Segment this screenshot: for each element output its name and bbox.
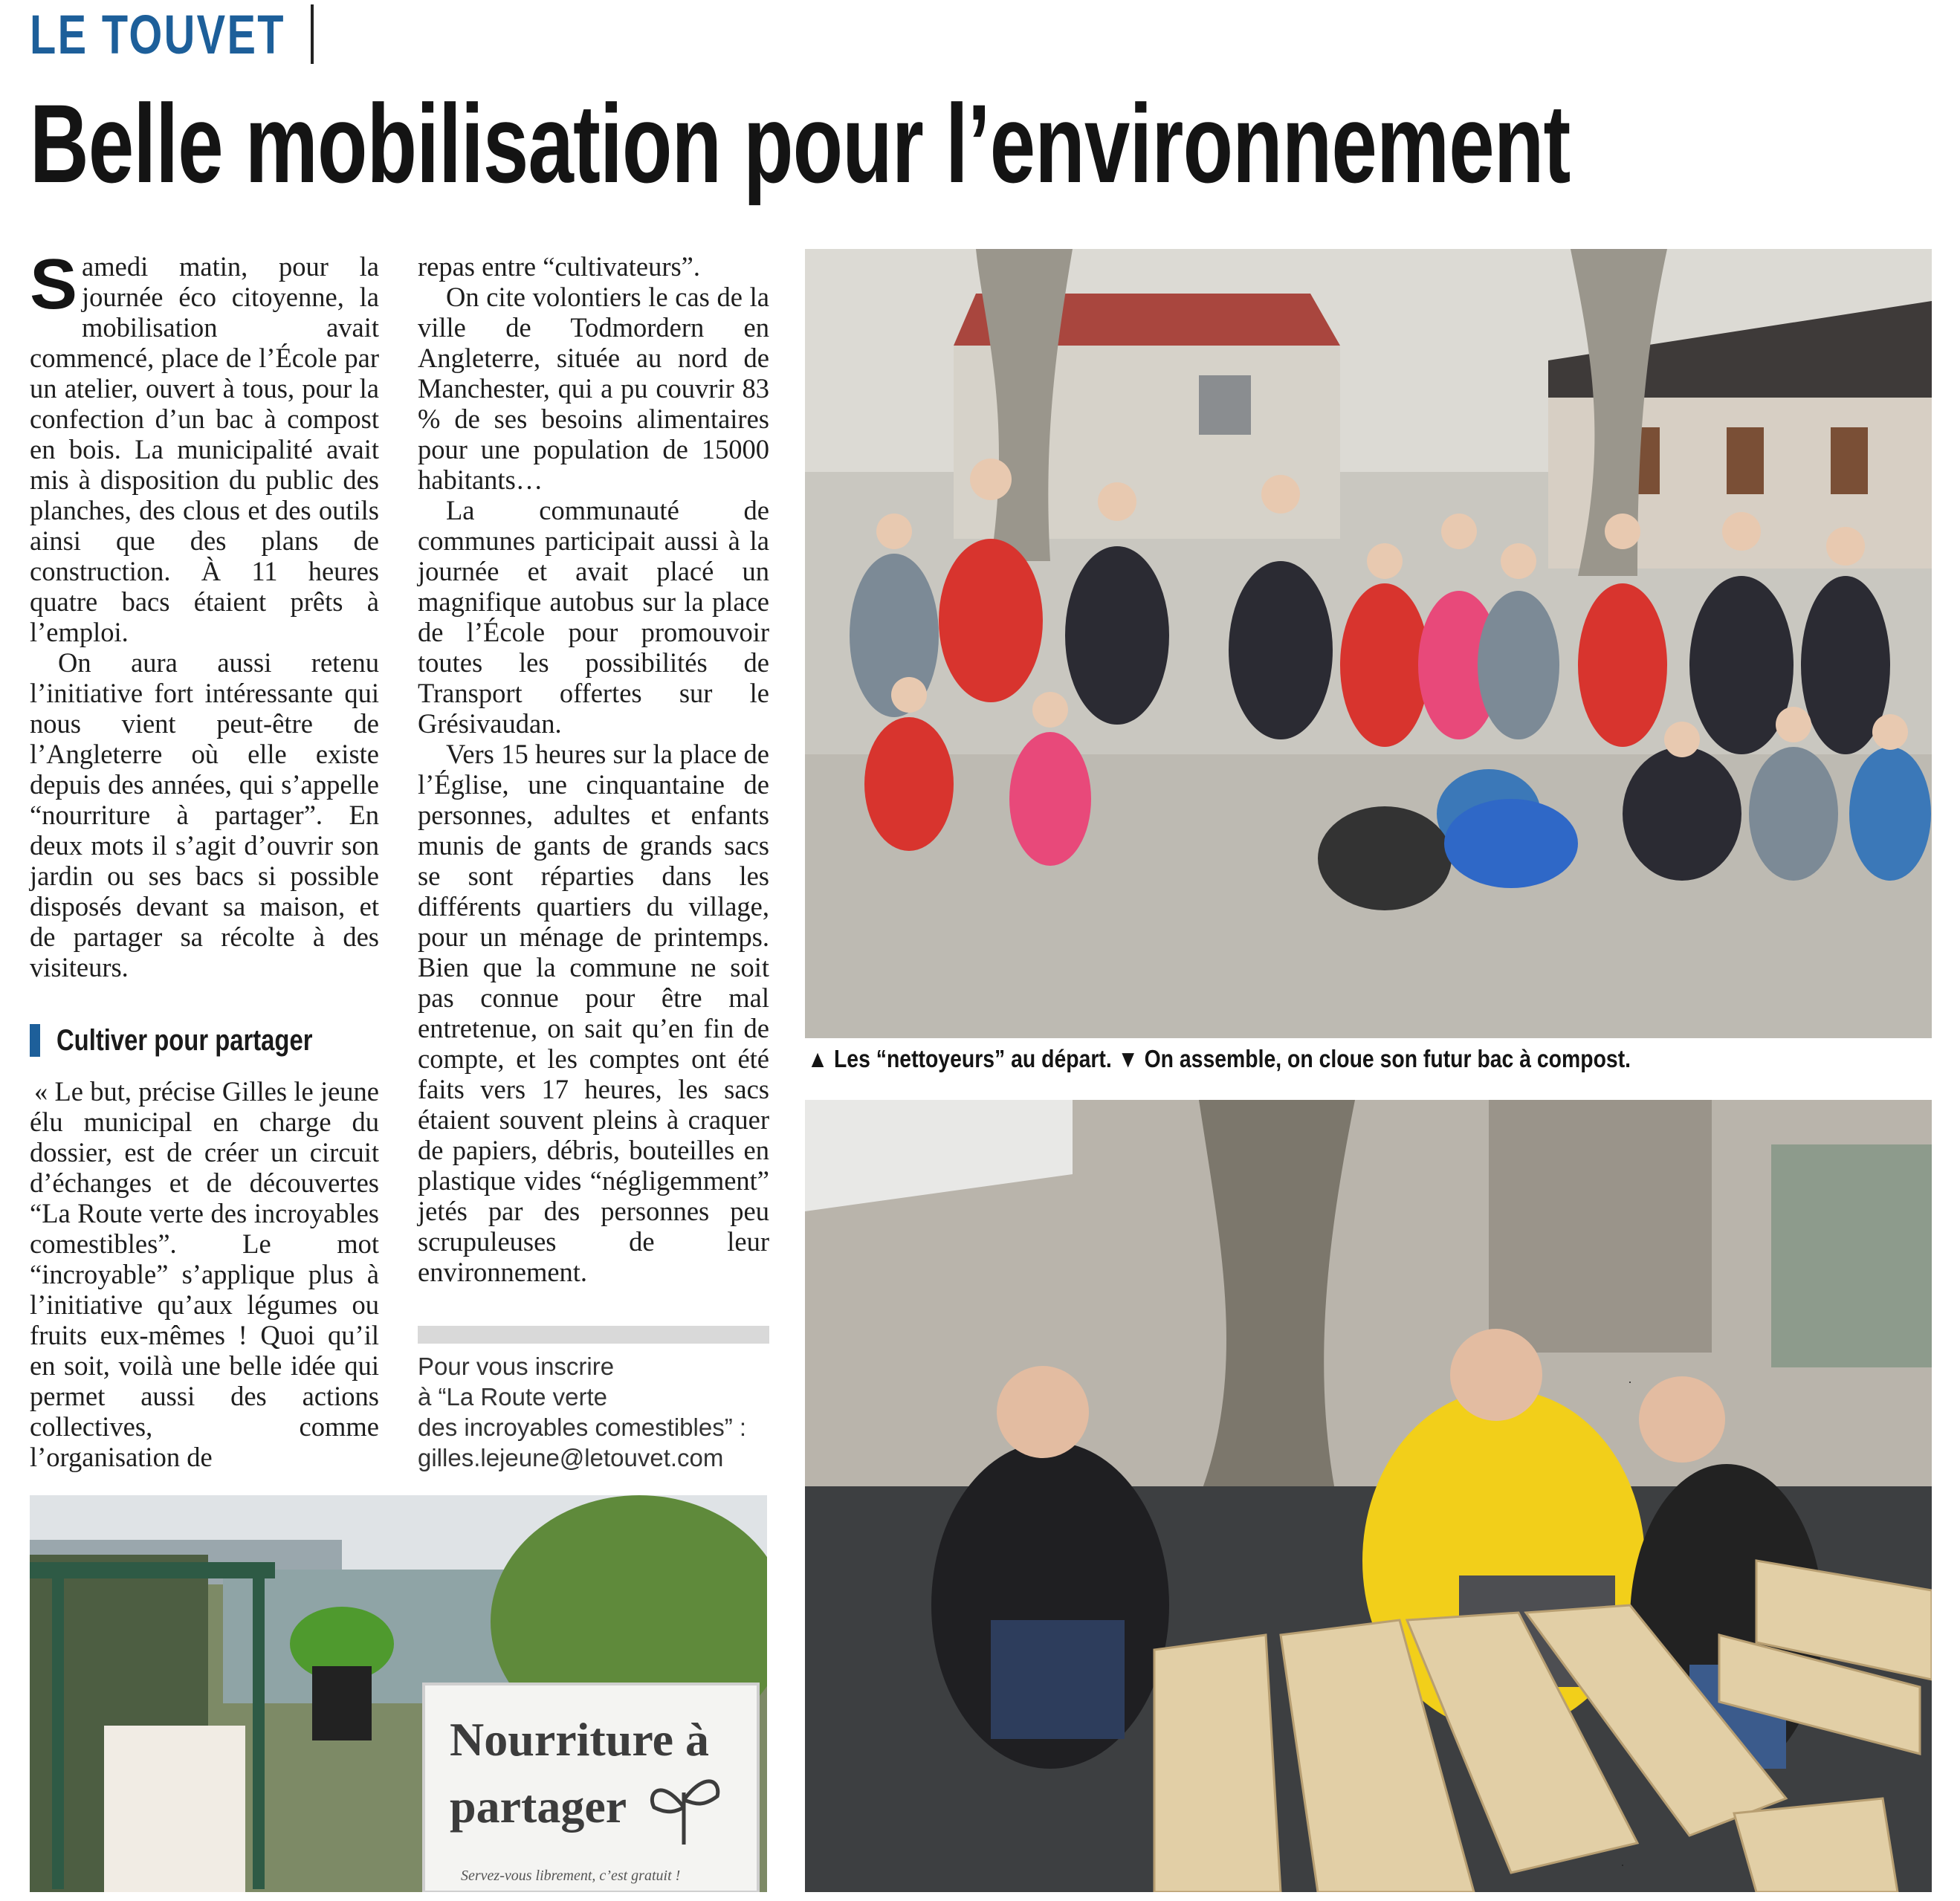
subheading-text: Cultiver pour partager (56, 1023, 313, 1057)
photo-caption: ▲ Les “nettoyeurs” au départ. ▼ On assemble, on cloue son futur bac à compost. (807, 1045, 1631, 1072)
kicker-divider (311, 4, 314, 64)
paragraph: repas entre “cultivateurs”. (418, 251, 701, 282)
subheading (30, 1023, 369, 1058)
compost-assembly-photo (805, 1100, 1932, 1892)
paragraph-text: amedi matin, pour la journée éco citoyenne, la mobilisation avait commencé, place de l’École par un atelier, ouvert à tous, pour la confection d’un bac à compost en bois. La municipalité avait mis à disposition du public des planches, des clous et des outils ainsi que des plans de construction. À 11 heures quatre bacs étaient prêts à l’emploi. (30, 251, 379, 647)
paragraph: On cite volontiers le cas de la ville de Todmordern en Angleterre, située au nord de Manchester, qui a pu couvrir 83 % de ses besoins alimentaires pour une population de 15000 habitants… (418, 282, 769, 495)
info-line: Pour vous inscrire (418, 1353, 615, 1380)
paragraph (30, 244, 379, 647)
subheading-bar (30, 1024, 40, 1057)
article-column-1 (30, 244, 379, 994)
info-email: gilles.lejeune@letouvet.com (418, 1444, 724, 1471)
group-photo (805, 249, 1932, 1038)
info-line: à “La Route verte (418, 1383, 607, 1411)
sign-footer: Servez-vous librement, c’est gratuit ! (461, 1868, 681, 1884)
sign-line-2: partager (450, 1780, 627, 1833)
drop-cap: S (30, 244, 78, 324)
paragraph: La communauté de communes participait aussi à la journée et avait placé un magnifique autobus sur la place de l’École pour promouvoir toutes les possibilités de Transport offertes sur le Grésivaudan. (418, 495, 769, 739)
article-column-1b (30, 1076, 379, 1477)
paragraph: « Le but, précise Gilles le jeune élu municipal en charge du dossier, est de créer un circuit d’échanges et de découvertes “La Route verte des incroyables comestibles”. Le mot “incroyable” s’applique plus à l’initiative qu’aux légumes ou fruits eux-mêmes ! Quoi qu’il en soit, voilà une belle idée qui permet aussi des actions collectives, comme l’organisation de (30, 1076, 379, 1472)
info-box (418, 1351, 774, 1473)
sign-line-1: Nourriture à (450, 1713, 709, 1766)
article-column-2 (418, 251, 769, 1321)
paragraph: Vers 15 heures sur la place de l’Église, une cinquantaine de personnes, adultes et enfants munis de gants de grands sacs se sont réparties dans les différents quartiers du village, pour un ménage de printemps. Bien que la commune ne soit pas connue pour être mal entretenue, on sait qu’en fin de compte, et les comptes ont été faits vers 17 heures, les sacs étaient souvent pleins à craquer de papiers, débris, bouteilles en plastique vides “négligemment” jetés par des personnes peu scrupuleuses de leur environnement. (418, 739, 769, 1287)
info-box-rule (418, 1326, 769, 1344)
paragraph: On aura aussi retenu l’initiative fort intéressante qui nous vient peut-être de l’Angleterre où elle existe depuis des années, qui s’appelle “nourriture à partager”. En deux mots il s’agit d’ouvrir son jardin ou ses bacs si possible disposés devant sa maison, et de partager sa récolte à des visiteurs. (30, 647, 379, 982)
food-sharing-sign-photo (30, 1495, 767, 1892)
headline: Belle mobilisation pour l’environnement (30, 81, 1571, 206)
info-line: des incroyables comestibles” : (418, 1413, 747, 1441)
section-kicker: LE TOUVET (30, 4, 285, 65)
